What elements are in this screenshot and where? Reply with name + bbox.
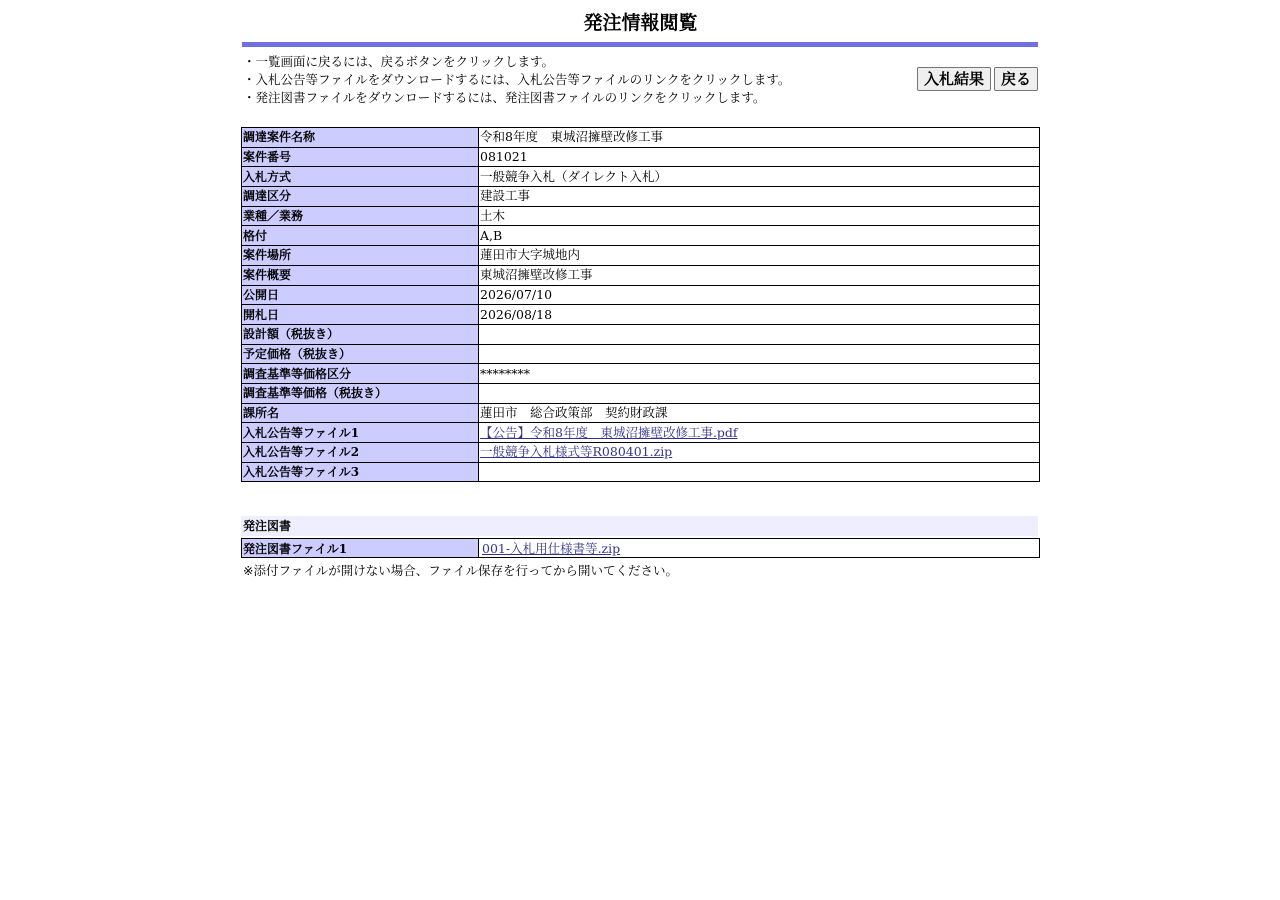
page-title: 発注情報閲覧: [583, 12, 698, 34]
table-row: [242, 167, 1040, 187]
drawings-table: [241, 538, 1040, 558]
instructions-list: [243, 53, 790, 107]
row-label: 入札公告等ファイル3: [242, 462, 479, 482]
row-value: 蓮田市大字城地内: [479, 246, 1040, 266]
table-row: [242, 305, 1040, 325]
instructions-area: [241, 47, 1040, 127]
row-label: 調査基準等価格（税抜き）: [242, 383, 479, 403]
table-row: [242, 246, 1040, 266]
row-label: 案件場所: [242, 246, 479, 266]
row-value: 081021: [479, 147, 1040, 167]
row-label: 案件概要: [242, 265, 479, 285]
row-value: 蓮田市 総合政策部 契約財政課: [479, 403, 1040, 423]
row-value: 土木: [479, 206, 1040, 226]
drawing-row: [242, 539, 1040, 558]
row-label: 入札公告等ファイル1: [242, 423, 479, 443]
row-value: 東城沼擁壁改修工事: [479, 265, 1040, 285]
drawing-label: 発注図書ファイル1: [242, 539, 479, 558]
table-row: [242, 423, 1040, 443]
row-value: 令和8年度 東城沼擁壁改修工事: [479, 128, 1040, 148]
page-container: [241, 0, 1040, 579]
bid-result-button[interactable]: 入札結果: [917, 67, 991, 91]
back-button[interactable]: 戻る: [994, 67, 1038, 91]
table-row: [242, 403, 1040, 423]
table-row: [242, 462, 1040, 482]
row-label: 調査基準等価格区分: [242, 364, 479, 384]
table-row: [242, 206, 1040, 226]
row-label: 業種／業務: [242, 206, 479, 226]
table-row: [242, 128, 1040, 148]
row-value: 建設工事: [479, 187, 1040, 207]
row-label: 案件番号: [242, 147, 479, 167]
table-row: [242, 324, 1040, 344]
row-label: 予定価格（税抜き）: [242, 344, 479, 364]
instruction-item: ・入札公告等ファイルをダウンロードするには、入札公告等ファイルのリンクをクリックします。: [243, 72, 791, 87]
table-row: [242, 285, 1040, 305]
row-label: 格付: [242, 226, 479, 246]
attachment-note: ※添付ファイルが開けない場合、ファイル保存を行ってから開いてください。: [243, 563, 678, 579]
row-label: 設計額（税抜き）: [242, 324, 479, 344]
drawing-value: [479, 539, 1040, 558]
row-label: 調達案件名称: [242, 128, 479, 148]
instruction-item: ・一覧画面に戻るには、戻るボタンをクリックします。: [243, 54, 555, 69]
row-value: [479, 462, 1040, 482]
row-value: [479, 423, 1040, 443]
table-row: [242, 147, 1040, 167]
row-value: A,B: [479, 226, 1040, 246]
row-value: 一般競争入札（ダイレクト入札）: [479, 167, 1040, 187]
action-buttons: [917, 67, 1038, 91]
row-value: 2026/08/18: [479, 305, 1040, 325]
table-row: [242, 383, 1040, 403]
table-row: [242, 187, 1040, 207]
row-value: [479, 383, 1040, 403]
file-link[interactable]: 【公告】令和8年度 東城沼擁壁改修工事.pdf: [480, 424, 738, 440]
drawing-file-link[interactable]: 001-入札用仕様書等.zip: [482, 541, 621, 557]
drawings-section-heading: 発注図書: [241, 516, 1038, 536]
row-label: 調達区分: [242, 187, 479, 207]
row-value: [479, 443, 1040, 463]
table-row: [242, 443, 1040, 463]
table-row: [242, 226, 1040, 246]
row-value: 2026/07/10: [479, 285, 1040, 305]
project-info-table: [241, 127, 1040, 482]
instruction-item: ・発注図書ファイルをダウンロードするには、発注図書ファイルのリンクをクリックします。: [243, 90, 766, 105]
row-label: 入札方式: [242, 167, 479, 187]
row-value: [479, 324, 1040, 344]
table-row: [242, 265, 1040, 285]
row-value: ********: [479, 364, 1040, 384]
row-label: 課所名: [242, 403, 479, 423]
row-label: 開札日: [242, 305, 479, 325]
row-label: 公開日: [242, 285, 479, 305]
table-row: [242, 344, 1040, 364]
row-value: [479, 344, 1040, 364]
file-link[interactable]: 一般競争入札様式等R080401.zip: [480, 444, 673, 460]
table-row: [242, 364, 1040, 384]
row-label: 入札公告等ファイル2: [242, 443, 479, 463]
